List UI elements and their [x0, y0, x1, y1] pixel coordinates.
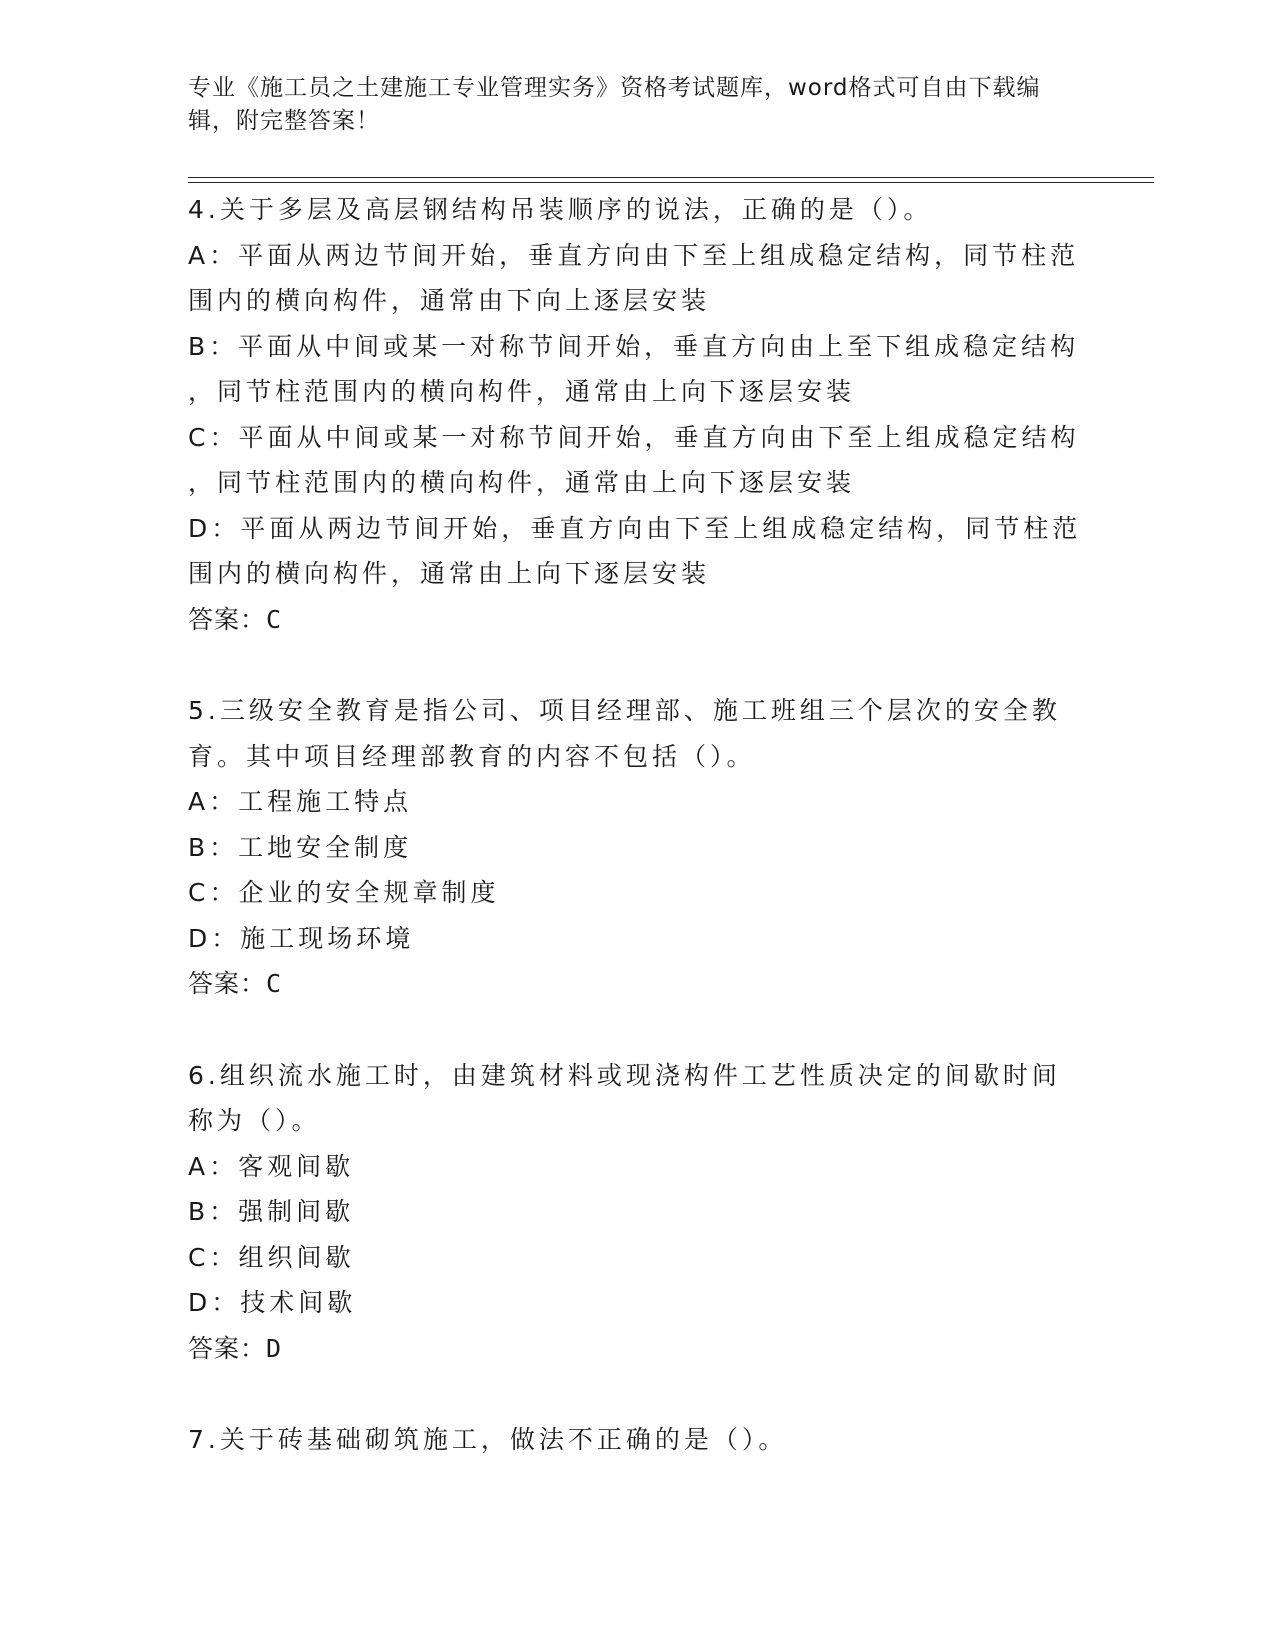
question-4-option-b-cont: ，同节柱范围内的横向构件，通常由上向下逐层安装: [188, 377, 856, 406]
header-divider-bottom: [188, 182, 1154, 183]
question-4-option-a: A：平面从两边节间开始，垂直方向由下至上组成稳定结构，同节柱范: [188, 240, 1080, 270]
question-4-answer: [188, 597, 1088, 643]
question-4-option-c: C：平面从中间或某一对称节间开始，垂直方向由下至上组成稳定结构: [188, 422, 1080, 452]
header-line-2: 辑，附完整答案！: [188, 108, 380, 134]
question-4: [188, 187, 1088, 642]
question-list: [188, 187, 1088, 1463]
answer-value: C: [266, 969, 283, 998]
question-6: [188, 1053, 1088, 1372]
answer-label: 答案：: [188, 604, 267, 634]
question-6-stem-cont: 称为（）。: [188, 1106, 321, 1135]
question-5-option-a: A：工程施工特点: [188, 787, 413, 816]
question-4-option-c-cont: ，同节柱范围内的横向构件，通常由上向下逐层安装: [188, 468, 856, 497]
question-5-option-b: B：工地安全制度: [188, 832, 413, 862]
question-5-option-d: D：施工现场环境: [188, 923, 415, 953]
question-7-stem: 7.关于砖基础砌筑施工，做法不正确的是（）。: [188, 1425, 788, 1454]
question-5-option-c: C：企业的安全规章制度: [188, 878, 500, 907]
question-4-option-b: B：平面从中间或某一对称节间开始，垂直方向由上至下组成稳定结构: [188, 331, 1080, 361]
answer-label: 答案：: [188, 969, 267, 998]
answer-value: C: [266, 604, 283, 634]
question-6-option-d: D：技术间歇: [188, 1288, 357, 1317]
question-4-option-a-cont: 围内的横向构件，通常由下向上逐层安装: [188, 286, 711, 315]
header-divider-top: [188, 177, 1154, 178]
question-5-stem-cont: 育。其中项目经理部教育的内容不包括（）。: [188, 741, 756, 771]
question-6-answer: [188, 1326, 1088, 1372]
answer-label: 答案：: [188, 1333, 267, 1363]
document-header: [188, 72, 1068, 138]
question-7: [188, 1417, 1088, 1463]
question-4-option-d: D：平面从两边节间开始，垂直方向由下至上组成稳定结构，同节柱范: [188, 513, 1082, 543]
question-5-answer: [188, 961, 1088, 1007]
question-4-stem: 4.关于多层及高层钢结构吊装顺序的说法，正确的是（）。: [188, 195, 933, 224]
answer-value: D: [266, 1333, 283, 1363]
question-6-option-c: C：组织间歇: [188, 1242, 355, 1272]
question-4-option-d-cont: 围内的横向构件，通常由上向下逐层安装: [188, 559, 711, 588]
question-5-stem: 5.三级安全教育是指公司、项目经理部、施工班组三个层次的安全教: [188, 696, 1061, 725]
question-6-option-b: B：强制间歇: [188, 1197, 355, 1226]
header-line-1: 专业《施工员之土建施工专业管理实务》资格考试题库，word格式可自由下载编: [188, 75, 1041, 101]
question-5: [188, 688, 1088, 1007]
question-6-stem: 6.组织流水施工时，由建筑材料或现浇构件工艺性质决定的间歇时间: [188, 1060, 1061, 1090]
question-6-option-a: A：客观间歇: [188, 1151, 355, 1181]
